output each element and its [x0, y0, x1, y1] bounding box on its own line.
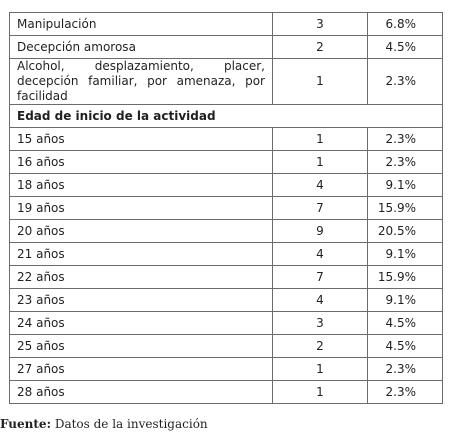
table-row: [10, 59, 443, 105]
row-percent: 2.3%: [368, 128, 443, 151]
table-row: [10, 381, 443, 404]
row-count: 4: [273, 174, 368, 197]
row-percent: 4.5%: [368, 335, 443, 358]
row-label: Alcohol, desplazamiento, placer, decepción familiar, por amenaza, por facilidad: [10, 59, 273, 105]
row-label: 24 años: [10, 312, 273, 335]
row-percent: 9.1%: [368, 289, 443, 312]
row-label: Manipulación: [10, 13, 273, 36]
data-table: [9, 12, 443, 404]
row-percent: 15.9%: [368, 266, 443, 289]
table-row: [10, 312, 443, 335]
source-label: Fuente:: [0, 417, 51, 431]
table-row: [10, 289, 443, 312]
row-count: 7: [273, 197, 368, 220]
row-count: 1: [273, 358, 368, 381]
row-count: 1: [273, 128, 368, 151]
row-count: 4: [273, 243, 368, 266]
row-count: 7: [273, 266, 368, 289]
table-row: [10, 335, 443, 358]
row-label: 20 años: [10, 220, 273, 243]
source-text: Datos de la investigación: [54, 417, 208, 431]
row-label: 15 años: [10, 128, 273, 151]
row-label: 16 años: [10, 151, 273, 174]
section-header-row: [10, 105, 443, 128]
row-percent: 6.8%: [368, 13, 443, 36]
row-percent: 9.1%: [368, 174, 443, 197]
table-row: [10, 128, 443, 151]
row-percent: 9.1%: [368, 243, 443, 266]
row-count: 1: [273, 151, 368, 174]
row-percent: 2.3%: [368, 59, 443, 105]
row-count: 2: [273, 335, 368, 358]
table-row: [10, 197, 443, 220]
row-label: 27 años: [10, 358, 273, 381]
row-label: 22 años: [10, 266, 273, 289]
row-label: Decepción amorosa: [10, 36, 273, 59]
row-count: 3: [273, 312, 368, 335]
row-count: 1: [273, 381, 368, 404]
row-percent: 20.5%: [368, 220, 443, 243]
table-row: [10, 36, 443, 59]
table-row: [10, 220, 443, 243]
row-percent: 4.5%: [368, 312, 443, 335]
row-label: 28 años: [10, 381, 273, 404]
row-label: 18 años: [10, 174, 273, 197]
source-note: [0, 417, 208, 431]
table-row: [10, 151, 443, 174]
row-percent: 4.5%: [368, 36, 443, 59]
table-row: [10, 243, 443, 266]
table-row: [10, 266, 443, 289]
row-percent: 2.3%: [368, 358, 443, 381]
row-label: 25 años: [10, 335, 273, 358]
row-percent: 15.9%: [368, 197, 443, 220]
row-count: 9: [273, 220, 368, 243]
row-count: 4: [273, 289, 368, 312]
row-label: 21 años: [10, 243, 273, 266]
row-count: 1: [273, 59, 368, 105]
table-row: [10, 13, 443, 36]
row-label: 23 años: [10, 289, 273, 312]
table-row: [10, 358, 443, 381]
row-label: 19 años: [10, 197, 273, 220]
row-percent: 2.3%: [368, 151, 443, 174]
row-count: 2: [273, 36, 368, 59]
row-count: 3: [273, 13, 368, 36]
section-header: Edad de inicio de la actividad: [10, 105, 443, 128]
row-percent: 2.3%: [368, 381, 443, 404]
table-row: [10, 174, 443, 197]
